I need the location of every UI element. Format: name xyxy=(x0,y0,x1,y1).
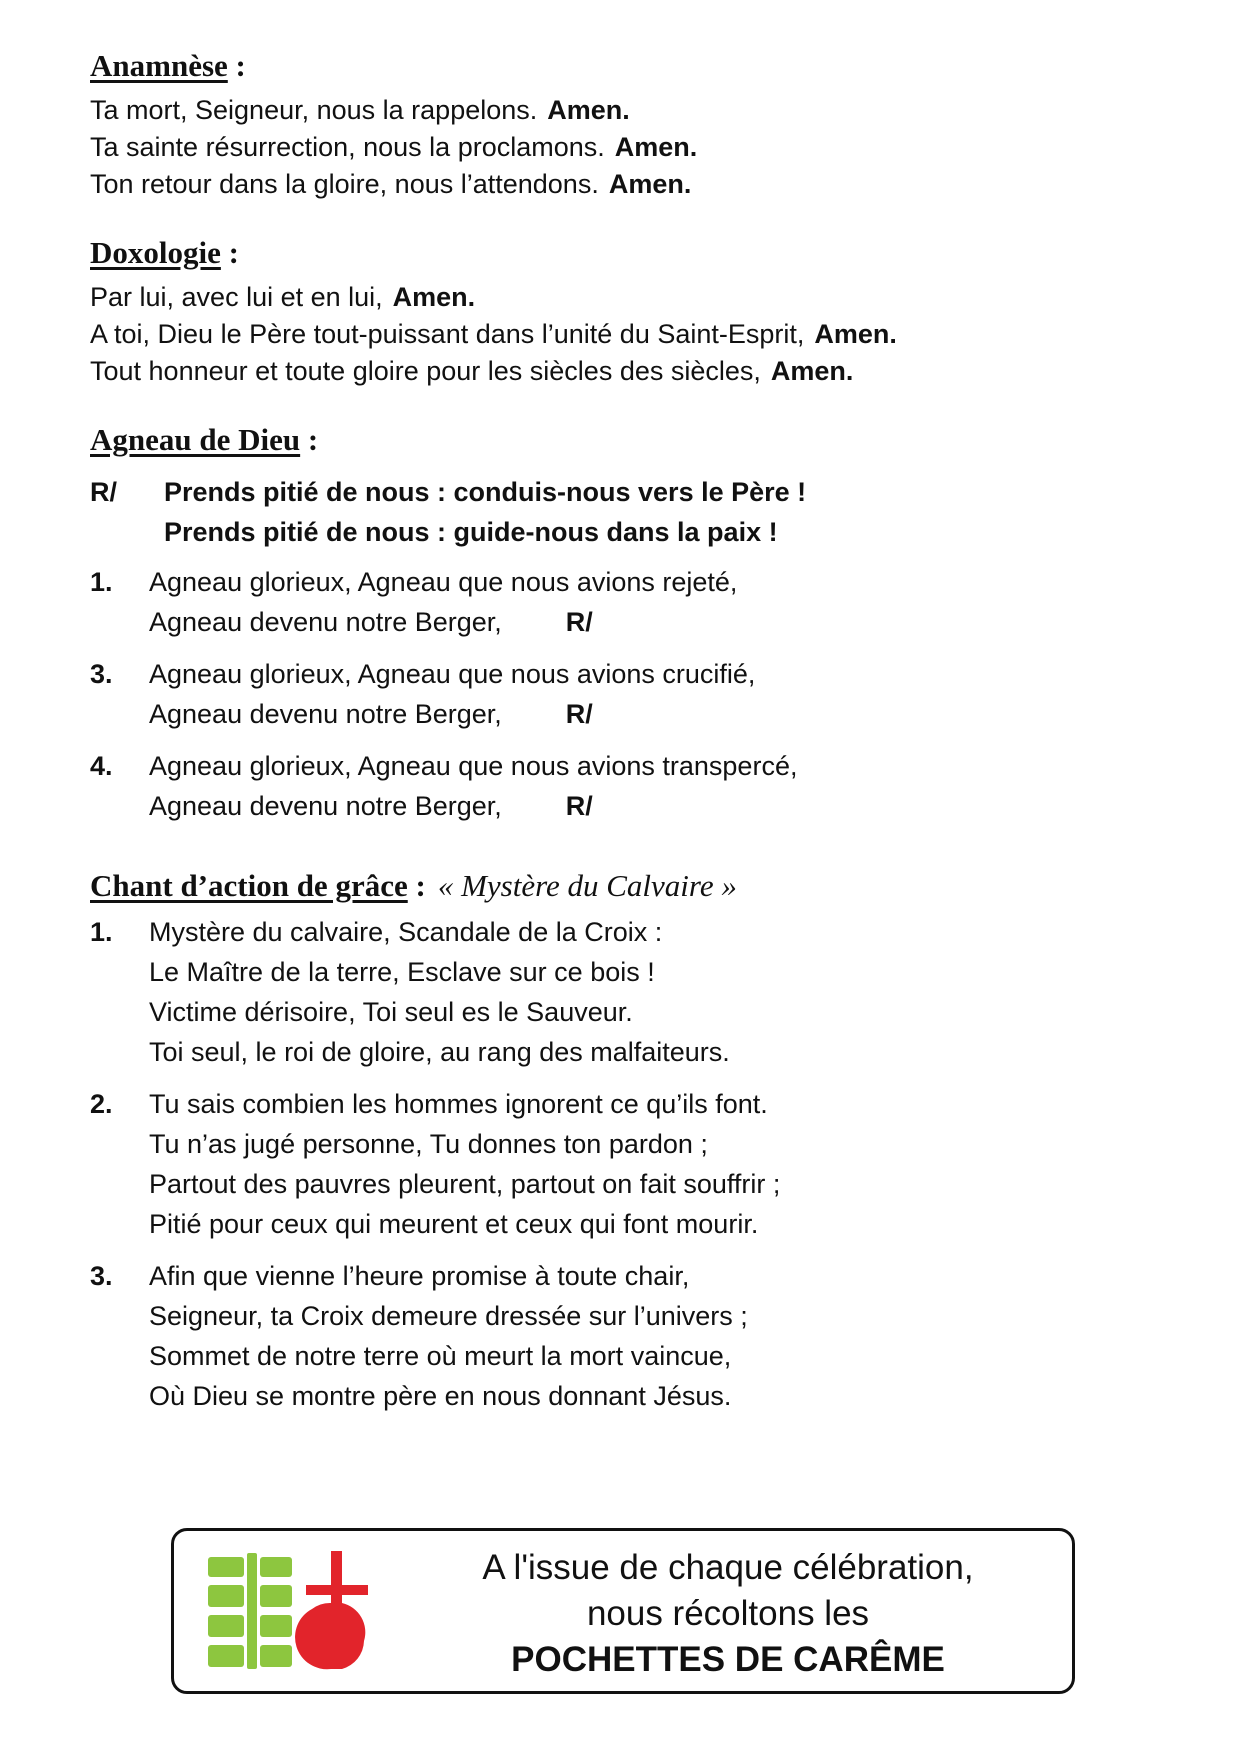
amen-response: Amen. xyxy=(392,282,476,312)
refrain-line: Prends pitié de nous : conduis-nous vers le Père ! xyxy=(164,477,807,507)
wheat-leaf-icon xyxy=(204,1551,389,1671)
verse xyxy=(90,1084,1170,1244)
verse-line: Tu n’as jugé personne, Tu donnes ton pardon ; xyxy=(149,1129,708,1159)
verse-line: Où Dieu se montre père en nous donnant Jésus. xyxy=(149,1381,732,1411)
agneau-section xyxy=(90,414,1170,826)
doxologie-line: Tout honneur et toute gloire pour les siècles des siècles, Amen. xyxy=(90,356,854,386)
verse-number: 3. xyxy=(90,659,113,689)
anamnese-line: Ton retour dans la gloire, nous l’attendons. Amen. xyxy=(90,169,692,199)
amen-response: Amen. xyxy=(814,319,897,349)
verse-line: Agneau glorieux, Agneau que nous avions crucifié, xyxy=(149,659,756,689)
doxologie-section xyxy=(90,227,1170,390)
verse xyxy=(90,562,1170,642)
verse-line: Pitié pour ceux qui meurent et ceux qui font mourir. xyxy=(149,1209,759,1239)
verse xyxy=(90,1256,1170,1416)
verse-line: Le Maître de la terre, Esclave sur ce bois ! xyxy=(149,957,655,987)
hymn-sheet xyxy=(90,40,1170,1440)
refrain-mark: R/ xyxy=(90,477,117,507)
agneau-heading: Agneau de Dieu : xyxy=(90,422,319,457)
verse-line: Agneau devenu notre Berger, R/ xyxy=(149,786,797,826)
verse-line: Afin que vienne l’heure promise à toute chair, xyxy=(149,1261,690,1291)
cross-logo-icon xyxy=(295,1551,368,1669)
action-grace-heading: Chant d’action de grâce : « Mystère du Calvaire » xyxy=(90,868,737,903)
amen-response: Amen. xyxy=(770,356,854,386)
verse-line: Seigneur, ta Croix demeure dressée sur l’univers ; xyxy=(149,1301,748,1331)
action-grace-section xyxy=(90,860,1170,1416)
anamnese-section xyxy=(90,40,1170,203)
refrain-tag: R/ xyxy=(565,699,593,729)
verse-line: Toi seul, le roi de gloire, au rang des malfaiteurs. xyxy=(149,1037,730,1067)
notice-text: A l'issue de chaque célébration, nous récoltons les POCHETTES DE CARÊME xyxy=(482,1548,974,1679)
verse-line: Sommet de notre terre où meurt la mort vaincue, xyxy=(149,1341,732,1371)
verse xyxy=(90,912,1170,1072)
verse-number: 3. xyxy=(90,1261,113,1291)
verse-line: Tu sais combien les hommes ignorent ce qu’ils font. xyxy=(149,1089,768,1119)
verse-line: Partout des pauvres pleurent, partout on fait souffrir ; xyxy=(149,1169,781,1199)
amen-response: Amen. xyxy=(614,132,698,162)
verse-line: Victime dérisoire, Toi seul es le Sauveur. xyxy=(149,997,633,1027)
verse-line: Agneau devenu notre Berger, R/ xyxy=(149,602,737,642)
doxologie-heading: Doxologie : xyxy=(90,235,239,270)
verse xyxy=(90,654,1170,734)
refrain-line: Prends pitié de nous : guide-nous dans la paix ! xyxy=(164,517,778,547)
doxologie-line: Par lui, avec lui et en lui, Amen. xyxy=(90,282,476,312)
verse-line: Agneau glorieux, Agneau que nous avions rejeté, xyxy=(149,567,738,597)
verse-line: Agneau devenu notre Berger, R/ xyxy=(149,694,755,734)
refrain xyxy=(90,472,1170,552)
anamnese-line: Ta mort, Seigneur, nous la rappelons. Amen. xyxy=(90,95,630,125)
verse-line: Agneau glorieux, Agneau que nous avions transpercé, xyxy=(149,751,798,781)
hymn-title: « Mystère du Calvaire » xyxy=(437,868,737,903)
anamnese-line: Ta sainte résurrection, nous la proclamons. Amen. xyxy=(90,132,698,162)
verse-number: 4. xyxy=(90,751,113,781)
careme-logos xyxy=(204,1551,389,1671)
verse xyxy=(90,746,1170,826)
verse-number: 1. xyxy=(90,567,113,597)
refrain-tag: R/ xyxy=(565,607,593,637)
verse-line: Mystère du calvaire, Scandale de la Croix : xyxy=(149,917,663,947)
amen-response: Amen. xyxy=(547,95,630,125)
verse-number: 2. xyxy=(90,1089,113,1119)
verse-number: 1. xyxy=(90,917,113,947)
amen-response: Amen. xyxy=(608,169,692,199)
refrain-tag: R/ xyxy=(565,791,593,821)
anamnese-heading: Anamnèse : xyxy=(90,48,246,83)
careme-notice-box xyxy=(171,1528,1075,1694)
doxologie-line: A toi, Dieu le Père tout-puissant dans l’unité du Saint-Esprit, Amen. xyxy=(90,319,897,349)
